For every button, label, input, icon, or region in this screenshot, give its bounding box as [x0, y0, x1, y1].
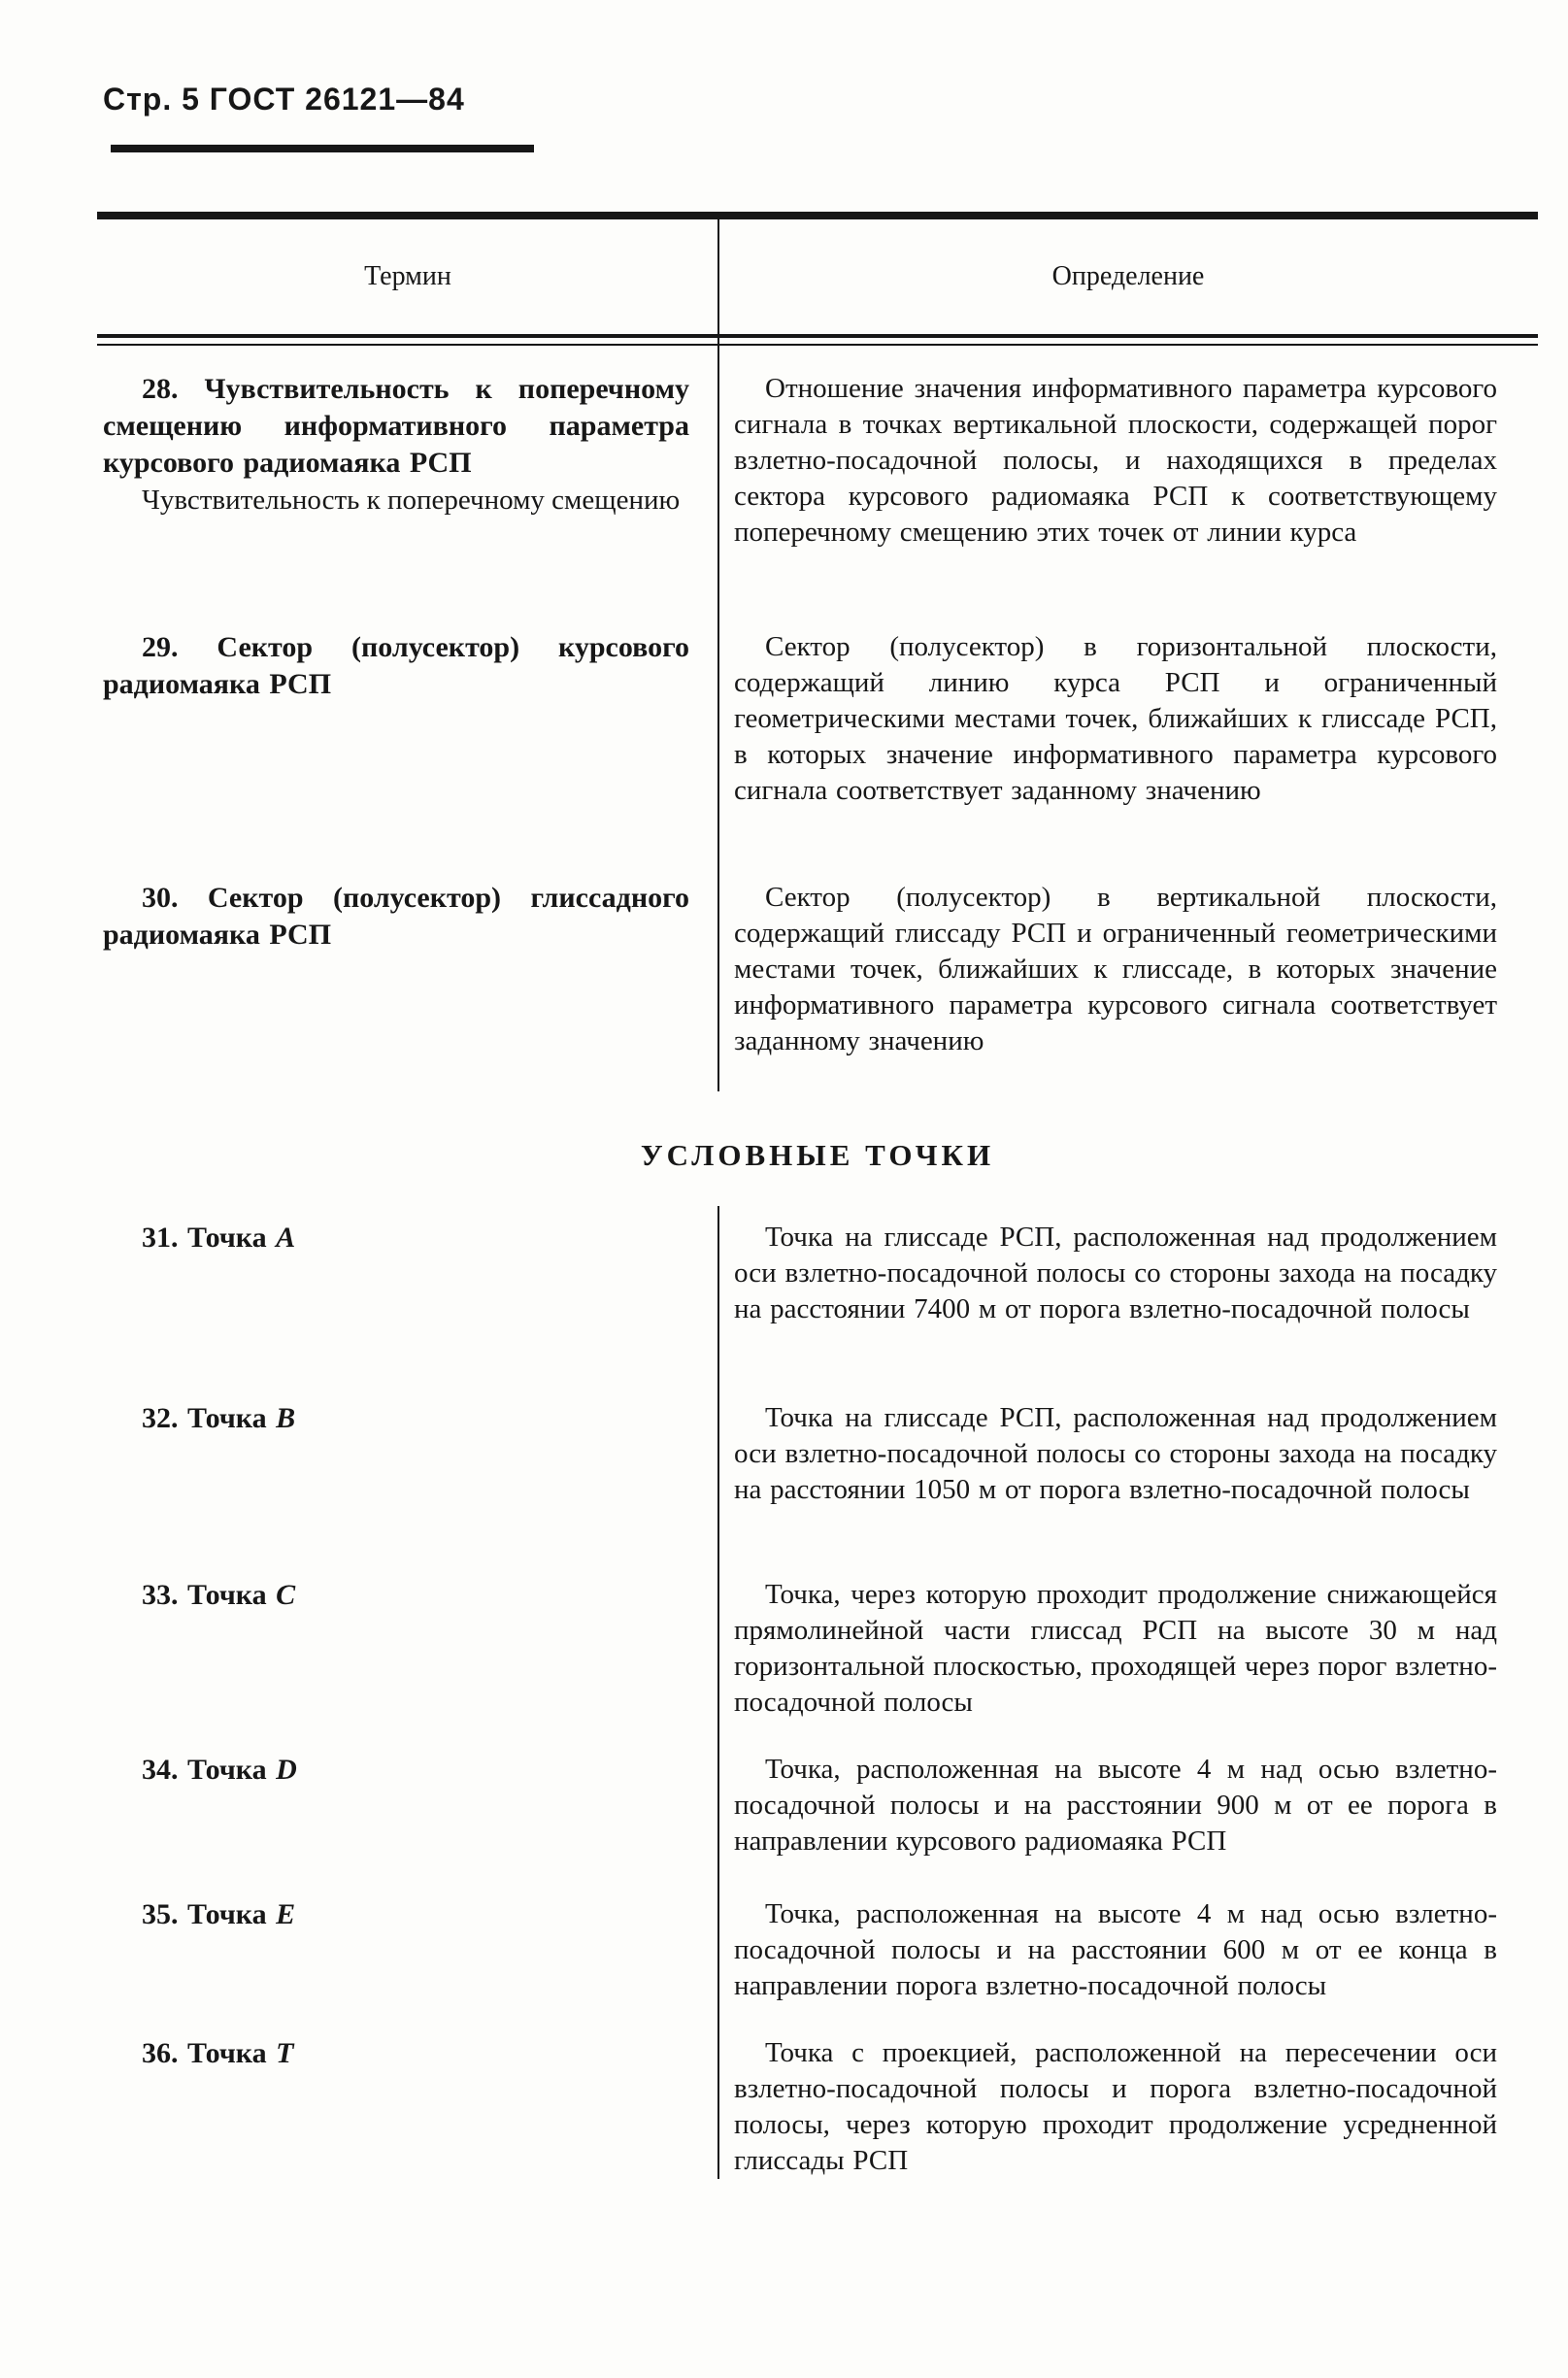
definition-text: Точка на глиссаде РСП, расположенная над продолжением оси взлетно-посадочной полосы со стороны захода на посадку на расстоянии 7400 м от порога взлетно-посадочной полосы	[734, 1222, 1497, 1324]
term-cell	[97, 1752, 718, 1896]
definition-cell	[718, 1400, 1538, 1577]
definition-text: Точка с проекцией, расположенной на пересечении оси взлетно-посадочной полосы и порога взлетно-посадочной полосы, через которую проходит продолжение усредненной глиссады РСП	[734, 2037, 1497, 2176]
table-row	[97, 2035, 1538, 2181]
table-section-conditional-points	[97, 1206, 1538, 2187]
definition-cell	[718, 2035, 1538, 2181]
term-label: 31. Точка	[142, 1222, 267, 1254]
point-letter: Т	[276, 2037, 294, 2069]
term-text	[103, 1577, 689, 1614]
table-row	[97, 1896, 1538, 2035]
point-letter: Е	[276, 1898, 296, 1930]
header-separator-rule	[97, 334, 1538, 346]
term-cell	[97, 1577, 718, 1752]
term-synonym: Чувствительность к поперечному смещению	[142, 485, 681, 516]
term-text: 29. Сектор (полусектор) курсового радиомаяка РСП	[103, 631, 689, 700]
term-label: 33. Точка	[142, 1579, 267, 1611]
table-row	[97, 1577, 1538, 1752]
term-text: 30. Сектор (полусектор) глиссадного радиомаяка РСП	[103, 882, 689, 951]
definition-text: Точка, расположенная на высоте 4 м над осью взлетно-посадочной полосы и на расстоянии 900 м от ее порога в направлении курсового радиомаяка РСП	[734, 1754, 1497, 1857]
term-cell	[97, 1400, 718, 1577]
term-text	[103, 1752, 689, 1789]
table-row	[97, 880, 1538, 1095]
definition-cell	[718, 880, 1538, 1095]
term-text	[103, 1896, 689, 1933]
table-row	[97, 1220, 1538, 1400]
definition-text: Точка, расположенная на высоте 4 м над осью взлетно-посадочной полосы и на расстоянии 600 м от ее конца в направлении порога взлетно-посадочной полосы	[734, 1898, 1497, 2001]
definition-text: Точка, через которую проходит продолжение снижающейся прямолинейной части глиссад РСП на высоте 30 м над горизонтальной плоскостью, проходящей через порог взлетно-посадочной полосы	[734, 1579, 1497, 1718]
section-heading: УСЛОВНЫЕ ТОЧКИ	[640, 1138, 995, 1172]
terms-table	[97, 212, 1538, 2187]
term-text: 28. Чувствительность к поперечному смещению информативного параметра курсового радиомаяка РСП	[103, 373, 689, 479]
definition-text: Отношение значения информативного параметра курсового сигнала в точках вертикальной плоскости, содержащей порог взлетно-посадочной полосы, и находящихся в пределах сектора курсового радиомаяка РСП к соответствующему поперечному смещению этих точек от линии курса	[734, 373, 1497, 548]
term-cell	[97, 1220, 718, 1400]
definition-cell	[718, 1752, 1538, 1896]
table-section-main	[97, 346, 1538, 1099]
term-text	[103, 1220, 689, 1256]
point-letter: В	[276, 1402, 296, 1434]
table-row	[97, 1400, 1538, 1577]
term-cell	[97, 1896, 718, 2035]
term-label: 35. Точка	[142, 1898, 267, 1930]
table-row	[97, 371, 1538, 629]
definition-cell	[718, 1220, 1538, 1400]
term-label: 36. Точка	[142, 2037, 267, 2069]
term-cell	[97, 2035, 718, 2181]
term-cell	[97, 629, 718, 880]
definition-text: Сектор (полусектор) в вертикальной плоскости, содержащий глиссаду РСП и ограниченный геометрическими местами точек, ближайших к глиссаде, в которых значение информативного параметра курсового сигнала соответствует заданному значению	[734, 882, 1497, 1056]
definition-cell	[718, 1577, 1538, 1752]
term-cell	[97, 371, 718, 629]
definition-cell	[718, 629, 1538, 880]
term-label: 32. Точка	[142, 1402, 267, 1434]
point-letter: С	[276, 1579, 296, 1611]
definition-cell	[718, 371, 1538, 629]
column-header-term: Термин	[364, 261, 451, 291]
term-label: 34. Точка	[142, 1754, 267, 1786]
definition-text: Сектор (полусектор) в горизонтальной плоскости, содержащий линию курса РСП и ограниченный геометрическими местами точек, ближайших к глиссаде РСП, в которых значение информативного параметра курсового сигнала соответствует заданному значению	[734, 631, 1497, 806]
point-letter: D	[276, 1754, 297, 1786]
header-rule	[111, 145, 534, 152]
definition-text: Точка на глиссаде РСП, расположенная над продолжением оси взлетно-посадочной полосы со стороны захода на посадку на расстоянии 1050 м от порога взлетно-посадочной полосы	[734, 1402, 1497, 1505]
column-header-definition: Определение	[1051, 261, 1205, 291]
definition-cell	[718, 1896, 1538, 2035]
table-row	[97, 629, 1538, 880]
page-title: Стр. 5 ГОСТ 26121—84	[103, 82, 465, 117]
term-text	[103, 2035, 689, 2072]
table-row	[97, 1752, 1538, 1896]
table-header-row	[97, 212, 1538, 334]
point-letter: А	[276, 1222, 296, 1254]
term-cell	[97, 880, 718, 1095]
term-text	[103, 1400, 689, 1437]
